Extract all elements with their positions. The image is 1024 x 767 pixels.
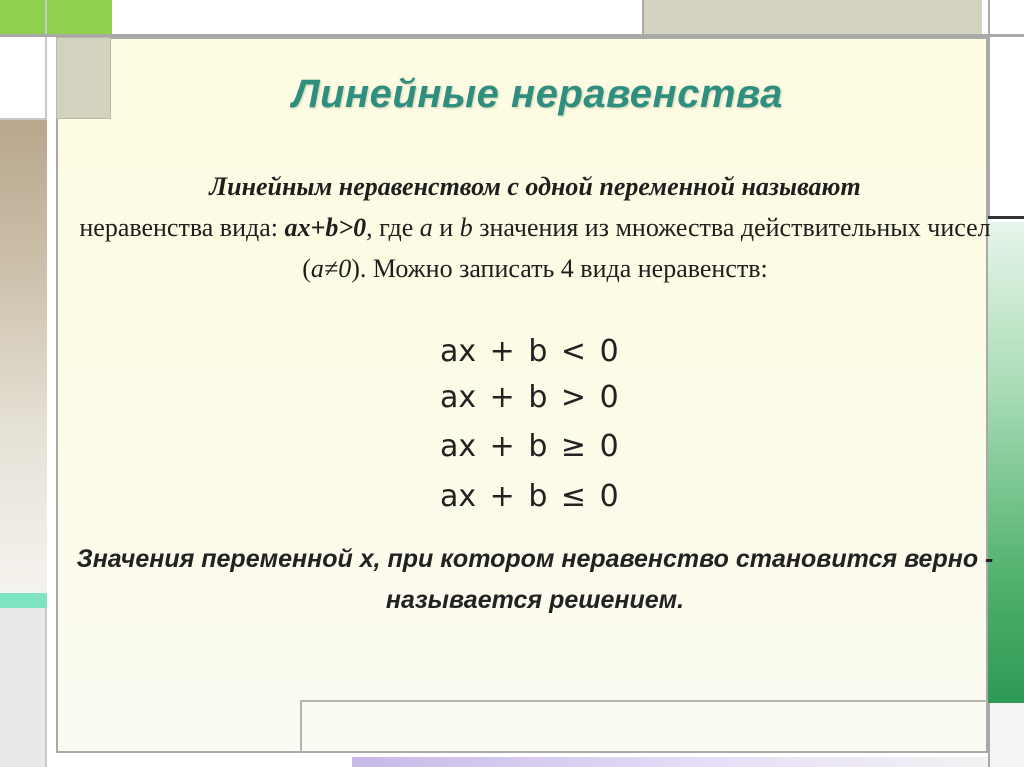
definition-text: ). Можно записать 4 вида неравенств: bbox=[351, 254, 768, 283]
conclusion-text: Значения переменной х, при котором неравенство становится верно - называется решением. bbox=[76, 545, 994, 614]
formula-greater-than: ax + b > 0 bbox=[440, 380, 619, 415]
tan-side-strip bbox=[0, 120, 47, 595]
variable-a: a bbox=[419, 213, 433, 242]
mint-side-strip bbox=[0, 593, 47, 608]
inequality-expression: ax+b>0 bbox=[284, 213, 367, 242]
condition-expression: a≠0 bbox=[310, 254, 352, 283]
slide-title: Линейные неравенства bbox=[292, 72, 783, 116]
variable-b: b bbox=[459, 213, 473, 242]
bottom-right-white-box bbox=[988, 703, 1024, 767]
definition-text: и bbox=[432, 213, 460, 242]
bottom-gradient-strip bbox=[352, 757, 988, 767]
definition-text: , где bbox=[366, 213, 420, 242]
olive-block-top-right bbox=[642, 0, 982, 34]
definition-lead: Линейным неравенством с одной переменной называют bbox=[209, 172, 861, 201]
formula-less-than: ax + b < 0 bbox=[440, 334, 619, 369]
green-gradient-strip bbox=[988, 222, 1024, 703]
bottom-left-box bbox=[0, 608, 47, 767]
definition-paragraph bbox=[60, 166, 1010, 289]
formula-greater-or-equal: ax + b ≥ 0 bbox=[440, 429, 619, 464]
definition-text: значения из множества действительных чисел ( bbox=[302, 213, 991, 283]
formula-less-or-equal: ax + b ≤ 0 bbox=[440, 479, 619, 514]
panel-inner-outline bbox=[300, 700, 988, 753]
definition-text: неравенства вида: bbox=[79, 213, 285, 242]
